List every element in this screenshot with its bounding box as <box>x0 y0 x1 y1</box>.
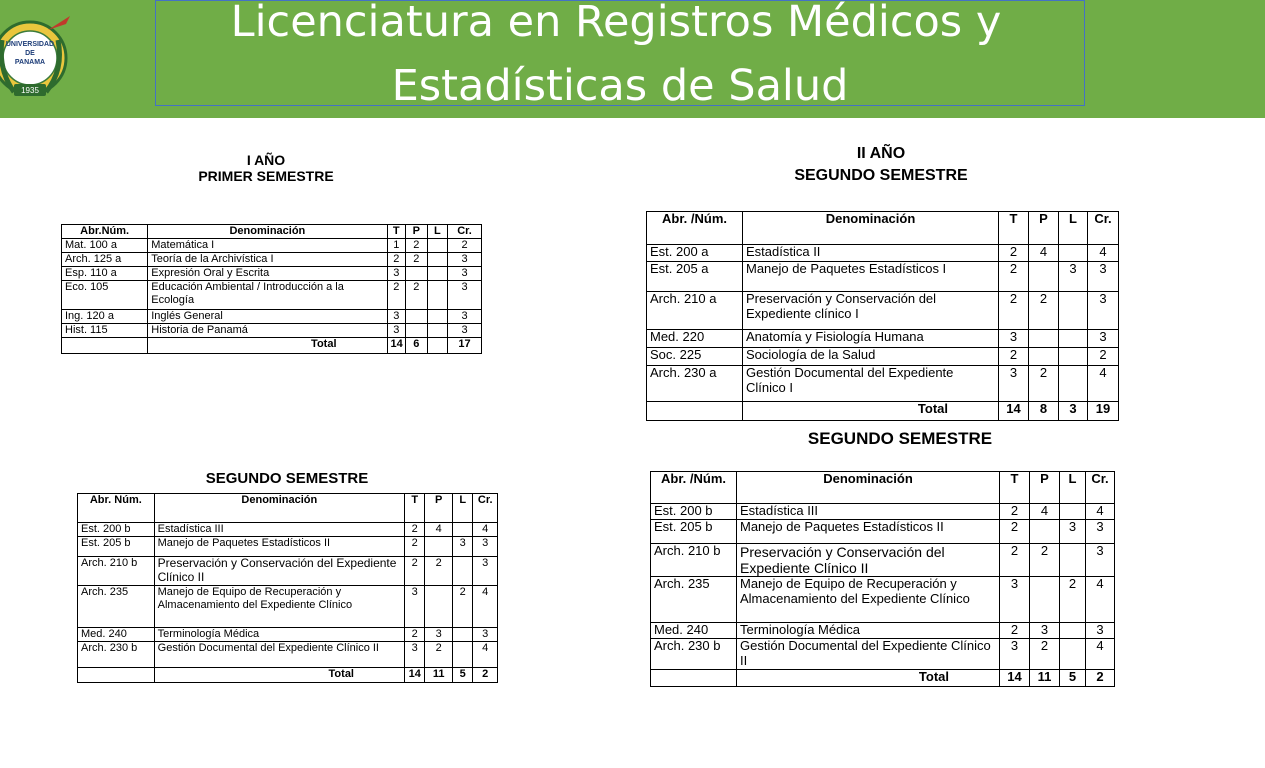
hours-t: 2 <box>999 348 1029 366</box>
hours-p: 2 <box>1030 639 1060 670</box>
hours-t: 2 <box>999 292 1029 330</box>
total-label: Total <box>148 338 387 354</box>
col-header-t: T <box>1000 472 1030 504</box>
credits: 4 <box>1088 245 1119 262</box>
course-code: Soc. 225 <box>647 348 743 366</box>
course-name: Gestión Documental del Expediente Clínico II <box>737 639 1000 670</box>
table-row <box>78 586 498 628</box>
hours-t: 2 <box>405 557 425 586</box>
hours-l <box>1059 245 1088 262</box>
hours-t: 3 <box>405 642 425 668</box>
hours-l <box>427 253 448 267</box>
hours-p: 2 <box>1029 366 1059 402</box>
course-name: Terminología Médica <box>737 623 1000 639</box>
col-header-code: Abr. /Núm. <box>651 472 737 504</box>
course-name: Estadística III <box>737 504 1000 520</box>
hours-p <box>425 537 453 557</box>
course-name: Historia de Panamá <box>148 324 387 338</box>
course-name: Anatomía y Fisiología Humana <box>743 330 999 348</box>
table-row <box>651 504 1115 520</box>
table-row <box>647 366 1119 402</box>
hours-t: 2 <box>387 253 405 267</box>
credits: 3 <box>473 537 498 557</box>
table-row <box>78 628 498 642</box>
hours-p <box>405 310 427 324</box>
total-p: 11 <box>425 668 453 683</box>
university-seal-logo <box>0 0 74 116</box>
total-cr: 2 <box>473 668 498 683</box>
course-name: Manejo de Equipo de Recuperación y Almacenamiento del Expediente Clínico <box>154 586 404 628</box>
course-code: Ing. 120 a <box>62 310 148 324</box>
credits: 4 <box>473 586 498 628</box>
header-banner <box>0 0 1265 118</box>
course-name: Expresión Oral y Escrita <box>148 267 387 281</box>
year1-heading <box>186 152 346 184</box>
hours-t: 3 <box>999 366 1029 402</box>
total-row <box>647 402 1119 421</box>
hours-l <box>1060 623 1086 639</box>
hours-l: 3 <box>1060 519 1086 543</box>
hours-l <box>1059 292 1088 330</box>
hours-p: 4 <box>1029 245 1059 262</box>
total-t: 14 <box>387 338 405 354</box>
table-row <box>62 324 482 338</box>
total-l: 5 <box>1060 670 1086 687</box>
hours-p <box>1029 330 1059 348</box>
hours-t: 2 <box>1000 504 1030 520</box>
credits: 3 <box>448 267 482 281</box>
total-l: 5 <box>453 668 473 683</box>
course-code: Arch. 235 <box>78 586 155 628</box>
col-header-name: Denominación <box>154 494 404 523</box>
col-header-l: L <box>427 225 448 239</box>
course-code: Arch. 210 b <box>78 557 155 586</box>
course-code: Arch. 210 b <box>651 543 737 576</box>
table-row <box>62 253 482 267</box>
course-name: Preservación y Conservación del Expediente Clínico II <box>737 543 1000 576</box>
logo-text-line3: PANAMA <box>14 59 46 66</box>
hours-l <box>427 324 448 338</box>
hours-t: 3 <box>387 267 405 281</box>
hours-p: 3 <box>1030 623 1060 639</box>
course-code: Arch. 230 b <box>651 639 737 670</box>
credits: 3 <box>448 281 482 310</box>
col-header-name: Denominación <box>743 212 999 245</box>
hours-l <box>453 642 473 668</box>
hours-l: 2 <box>1060 577 1086 623</box>
table-row <box>62 267 482 281</box>
year1-label: I AÑO <box>246 152 286 168</box>
course-code: Est. 205 b <box>651 519 737 543</box>
table-row <box>651 623 1115 639</box>
course-code: Med. 240 <box>78 628 155 642</box>
hours-l <box>1059 330 1088 348</box>
credits: 3 <box>473 628 498 642</box>
total-label: Total <box>154 668 404 683</box>
total-cr: 17 <box>448 338 482 354</box>
course-name: Gestión Documental del Expediente Clínico I <box>743 366 999 402</box>
credits: 3 <box>1088 330 1119 348</box>
table-row <box>647 245 1119 262</box>
table-row <box>651 577 1115 623</box>
hours-p <box>1029 348 1059 366</box>
year2-sem1-table <box>646 211 1119 421</box>
credits: 3 <box>1088 262 1119 292</box>
course-code: Med. 220 <box>647 330 743 348</box>
course-name: Manejo de Equipo de Recuperación y Almacenamiento del Expediente Clínico <box>737 577 1000 623</box>
total-t: 14 <box>999 402 1029 421</box>
col-header-cr: Cr. <box>1088 212 1119 245</box>
credits: 3 <box>1086 543 1115 576</box>
col-header-name: Denominación <box>737 472 1000 504</box>
credits: 3 <box>448 253 482 267</box>
course-name: Estadística II <box>743 245 999 262</box>
year2-sem1-label: SEGUNDO SEMESTRE <box>794 167 968 184</box>
hours-t: 3 <box>387 324 405 338</box>
page-title-line2: Estadísticas de Salud <box>391 61 849 106</box>
table-row <box>647 330 1119 348</box>
hours-l <box>453 628 473 642</box>
course-code: Eco. 105 <box>62 281 148 310</box>
total-label: Total <box>737 670 1000 687</box>
course-code: Est. 205 b <box>78 537 155 557</box>
course-code: Arch. 125 a <box>62 253 148 267</box>
total-l: 3 <box>1059 402 1088 421</box>
year1-sem1-table <box>61 224 482 354</box>
credits: 3 <box>448 310 482 324</box>
hours-l: 3 <box>1059 262 1088 292</box>
credits: 3 <box>448 324 482 338</box>
table-row <box>651 519 1115 543</box>
course-code: Hist. 115 <box>62 324 148 338</box>
course-name: Teoría de la Archivística I <box>148 253 387 267</box>
hours-l <box>1060 543 1086 576</box>
year2-sem2-heading: SEGUNDO SEMESTRE <box>807 429 993 448</box>
table-row <box>62 281 482 310</box>
hours-t: 2 <box>999 262 1029 292</box>
hours-l <box>1060 639 1086 670</box>
table-row <box>78 642 498 668</box>
table-row <box>651 639 1115 670</box>
table-row <box>647 292 1119 330</box>
total-row <box>62 338 482 354</box>
hours-t: 3 <box>1000 639 1030 670</box>
hours-l <box>1059 348 1088 366</box>
total-p: 6 <box>405 338 427 354</box>
course-code: Est. 200 b <box>78 523 155 537</box>
hours-l <box>1060 504 1086 520</box>
course-code: Est. 200 a <box>647 245 743 262</box>
total-cr: 2 <box>1086 670 1115 687</box>
course-code: Arch. 235 <box>651 577 737 623</box>
hours-t: 2 <box>405 523 425 537</box>
course-name: Preservación y Conservación del Expediente clínico I <box>743 292 999 330</box>
year1-sem2-table <box>77 493 498 683</box>
hours-p <box>1030 519 1060 543</box>
total-row <box>78 668 498 683</box>
total-cr: 19 <box>1088 402 1119 421</box>
credits: 4 <box>1086 504 1115 520</box>
hours-t: 3 <box>1000 577 1030 623</box>
hours-t: 2 <box>405 628 425 642</box>
year2-heading <box>780 143 982 187</box>
credits: 4 <box>1088 366 1119 402</box>
course-code: Esp. 110 a <box>62 267 148 281</box>
credits: 4 <box>1086 577 1115 623</box>
course-code: Arch. 230 a <box>647 366 743 402</box>
course-code: Arch. 210 a <box>647 292 743 330</box>
credits: 4 <box>473 642 498 668</box>
hours-p: 2 <box>1029 292 1059 330</box>
credits: 2 <box>1088 348 1119 366</box>
course-code: Med. 240 <box>651 623 737 639</box>
hours-l <box>453 557 473 586</box>
course-code: Mat. 100 a <box>62 239 148 253</box>
hours-t: 2 <box>999 245 1029 262</box>
course-name: Preservación y Conservación del Expediente Clínico II <box>154 557 404 586</box>
course-name: Manejo de Paquetes Estadísticos II <box>737 519 1000 543</box>
col-header-p: P <box>425 494 453 523</box>
year1-sem2-heading: SEGUNDO SEMESTRE <box>205 470 369 487</box>
logo-year: 1935 <box>21 86 39 95</box>
hours-p: 2 <box>405 253 427 267</box>
credits: 4 <box>1086 639 1115 670</box>
hours-t: 2 <box>405 537 425 557</box>
course-code: Est. 200 b <box>651 504 737 520</box>
hours-t: 2 <box>1000 623 1030 639</box>
total-t: 14 <box>405 668 425 683</box>
hours-l <box>427 239 448 253</box>
table-row <box>647 348 1119 366</box>
table-row <box>78 537 498 557</box>
course-name: Manejo de Paquetes Estadísticos II <box>154 537 404 557</box>
hours-p: 2 <box>405 281 427 310</box>
col-header-name: Denominación <box>148 225 387 239</box>
logo-text-line2: DE <box>25 50 35 57</box>
col-header-t: T <box>387 225 405 239</box>
hours-p: 2 <box>405 239 427 253</box>
table-row <box>62 310 482 324</box>
credits: 3 <box>473 557 498 586</box>
hours-p <box>405 267 427 281</box>
hours-p: 2 <box>425 642 453 668</box>
hours-p <box>1029 262 1059 292</box>
hours-l: 2 <box>453 586 473 628</box>
col-header-p: P <box>1030 472 1060 504</box>
course-name: Manejo de Paquetes Estadísticos I <box>743 262 999 292</box>
col-header-cr: Cr. <box>1086 472 1115 504</box>
title-box <box>155 0 1085 106</box>
hours-p: 4 <box>1030 504 1060 520</box>
credits: 4 <box>473 523 498 537</box>
hours-t: 3 <box>405 586 425 628</box>
course-name: Terminología Médica <box>154 628 404 642</box>
col-header-code: Abr.Núm. <box>62 225 148 239</box>
hours-l <box>453 523 473 537</box>
hours-l <box>427 267 448 281</box>
col-header-t: T <box>405 494 425 523</box>
total-l <box>427 338 448 354</box>
hours-p: 4 <box>425 523 453 537</box>
hours-p <box>405 324 427 338</box>
table-row <box>78 557 498 586</box>
year2-label: II AÑO <box>856 145 906 162</box>
course-name: Gestión Documental del Expediente Clínico II <box>154 642 404 668</box>
col-header-p: P <box>405 225 427 239</box>
hours-l <box>1059 366 1088 402</box>
total-t: 14 <box>1000 670 1030 687</box>
credits: 3 <box>1086 623 1115 639</box>
year2-sem2-table <box>650 471 1115 687</box>
hours-p <box>425 586 453 628</box>
course-name: Inglés General <box>148 310 387 324</box>
hours-p: 3 <box>425 628 453 642</box>
hours-l <box>427 281 448 310</box>
credits: 2 <box>448 239 482 253</box>
total-row <box>651 670 1115 687</box>
col-header-cr: Cr. <box>448 225 482 239</box>
course-name: Matemática I <box>148 239 387 253</box>
logo-text-line1: UNIVERSIDAD <box>5 41 55 48</box>
hours-t: 2 <box>387 281 405 310</box>
hours-p <box>1030 577 1060 623</box>
col-header-l: L <box>453 494 473 523</box>
col-header-t: T <box>999 212 1029 245</box>
col-header-code: Abr. Núm. <box>78 494 155 523</box>
total-label: Total <box>743 402 999 421</box>
course-name: Educación Ambiental / Introducción a la Ecología <box>148 281 387 310</box>
hours-t: 1 <box>387 239 405 253</box>
table-row <box>651 543 1115 576</box>
total-p: 8 <box>1029 402 1059 421</box>
col-header-p: P <box>1029 212 1059 245</box>
course-name: Sociología de la Salud <box>743 348 999 366</box>
hours-t: 3 <box>387 310 405 324</box>
hours-t: 2 <box>1000 543 1030 576</box>
table-row <box>62 239 482 253</box>
hours-t: 3 <box>999 330 1029 348</box>
hours-p: 2 <box>425 557 453 586</box>
total-p: 11 <box>1030 670 1060 687</box>
hours-t: 2 <box>1000 519 1030 543</box>
course-name: Estadística III <box>154 523 404 537</box>
course-code: Est. 205 a <box>647 262 743 292</box>
col-header-l: L <box>1059 212 1088 245</box>
hours-p: 2 <box>1030 543 1060 576</box>
hours-l: 3 <box>453 537 473 557</box>
year1-sem1-label: PRIMER SEMESTRE <box>198 168 334 184</box>
col-header-l: L <box>1060 472 1086 504</box>
credits: 3 <box>1086 519 1115 543</box>
table-row <box>647 262 1119 292</box>
col-header-code: Abr. /Núm. <box>647 212 743 245</box>
credits: 3 <box>1088 292 1119 330</box>
table-row <box>78 523 498 537</box>
col-header-cr: Cr. <box>473 494 498 523</box>
hours-l <box>427 310 448 324</box>
page-title-line1: Licenciatura en Registros Médicos y <box>230 0 1002 47</box>
course-code: Arch. 230 b <box>78 642 155 668</box>
